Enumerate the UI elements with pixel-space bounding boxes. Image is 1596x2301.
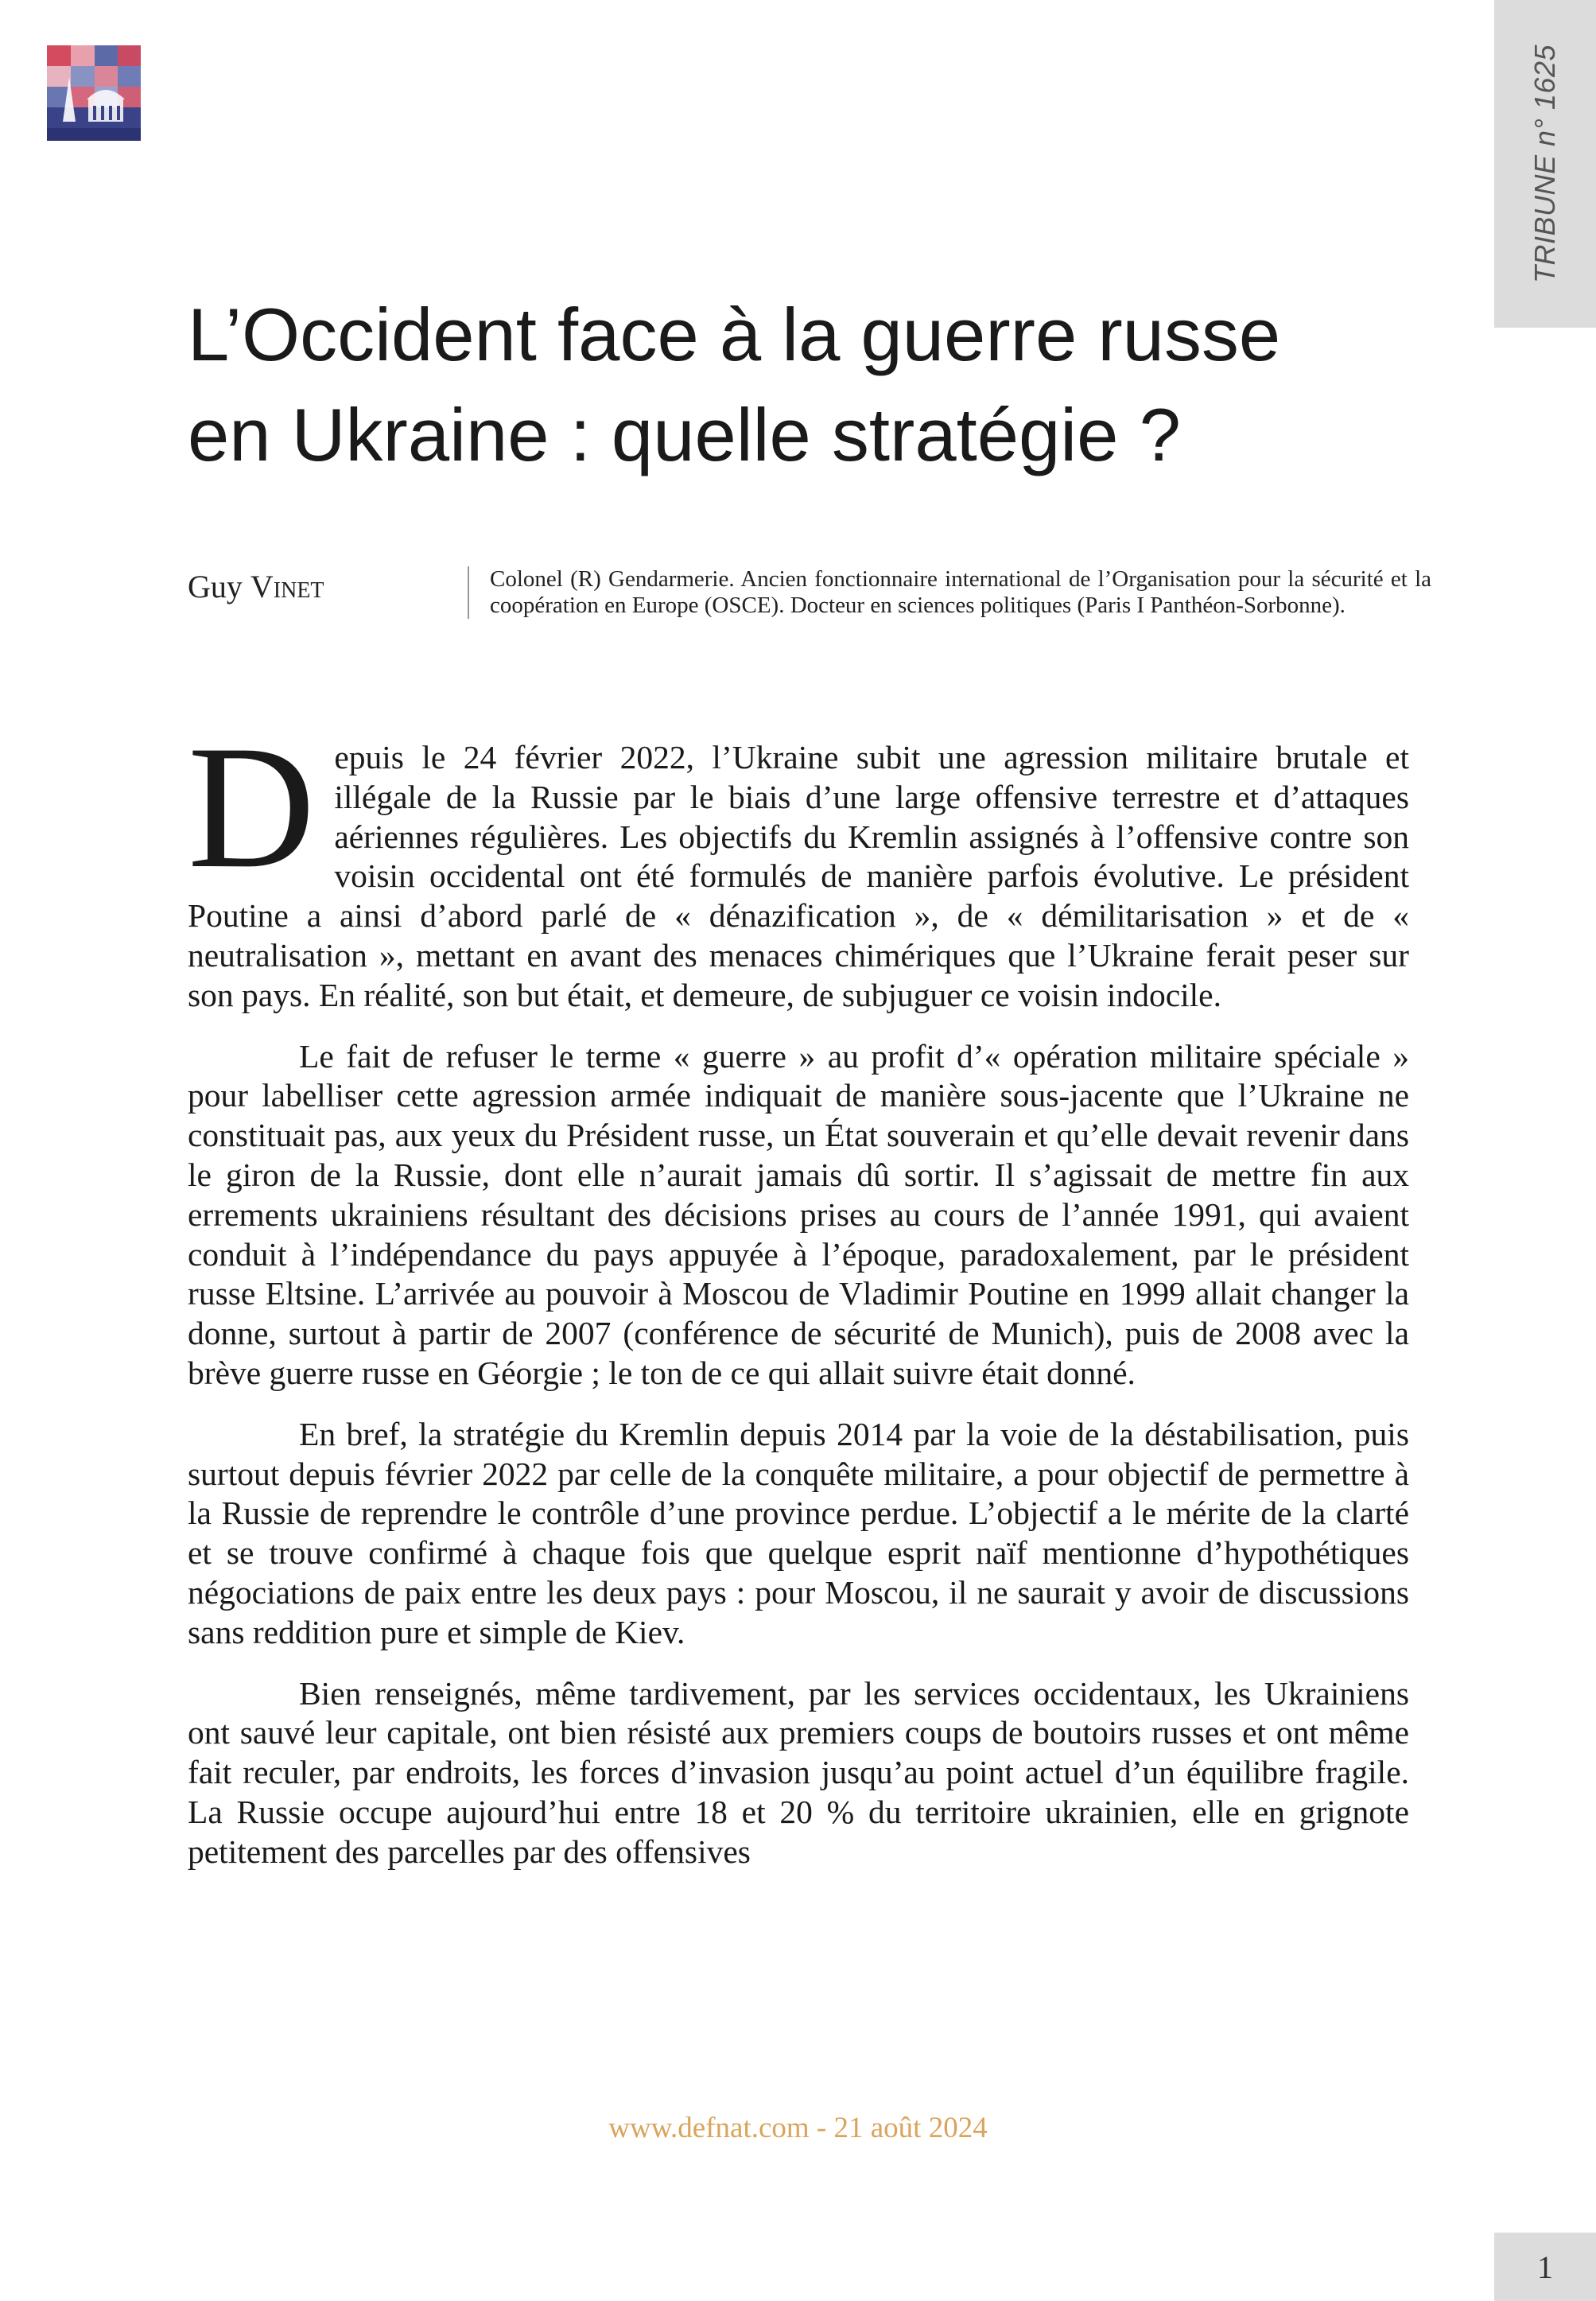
drop-cap: D (188, 709, 316, 905)
author-first-name: Guy (188, 569, 243, 604)
paragraph-1 (188, 709, 1409, 1016)
article-body (188, 709, 1409, 1894)
paragraph-4: Bien renseignés, même tardivement, par les services occidentaux, les Ukrainiens ont sauvé leur capitale, ont bien résisté aux premiers coups de boutoirs russes et ont même fait reculer, par endroits, les forces d’invasion jusqu’au point actuel d’un équilibre fragile. La Russie occupe aujourd’hui entre 18 et 20 % du territoire ukrainien, elle en grignote petitement des parcelles par des offensives (188, 1674, 1409, 1870)
paragraph-3: En bref, la stratégie du Kremlin depuis 2014 par la voie de la déstabilisation, puis surtout depuis février 2022 par celle de la conquête militaire, a pour objectif de permettre à la Russie de reprendre le contrôle d’une province perdue. L’objectif a le mérite de la clarté et se trouve confirmé à chaque fois que quelque esprit naïf mentionne d’hypothétiques négociations de paix entre les deux pays : pour Moscou, il ne saurait y avoir de discussions sans reddition pure et simple de Kiev. (188, 1415, 1409, 1650)
page-number-value: 1 (1537, 2249, 1553, 2285)
paragraph-1-text: epuis le 24 février 2022, l’Ukraine subit une agression militaire brutale et illégale de la Russie par le biais d’une large offensive terrestre et d’attaques aériennes régulières. Les objectifs du Kremlin assignés à l’offensive contre son voisin occidental ont été formulés de manière parfois évolutive. Le président Poutine a ainsi d’abord parlé de « dénazification », de « démilitarisation » et de « neutralisation », mettant en avant des menaces chimériques que l’Ukraine ferait peser sur son pays. En réalité, son but était, et demeure, de subjuguer ce voisin indocile. (188, 739, 1409, 1013)
author-name (188, 568, 324, 605)
article-title-line-1: L’Occident face à la guerre russe (188, 293, 1281, 376)
tribune-number-label: TRIBUNE n° 1625 (1528, 44, 1561, 284)
page-number (1494, 2233, 1596, 2301)
paragraph-2: Le fait de refuser le terme « guerre » au profit d’« opération militaire spéciale » pour labelliser cette agression armée indiquait de manière sous-jacente que l’Ukraine ne constituait pas, aux yeux du Président russe, un État souverain et qu’elle devait revenir dans le giron de la Russie, dont elle n’aurait jamais dû sortir. Il s’agissait de mettre fin aux errements ukrainiens résultant des décisions prises au cours de l’année 1991, qui avaient conduit à l’indépendance du pays appuyée à l’époque, paradoxalement, par le président russe Eltsine. L’arrivée au pouvoir à Moscou de Vladimir Poutine en 1999 allait changer la donne, surtout à partir de 2007 (conférence de sécurité de Munich), puis de 2008 avec la brève guerre russe en Géorgie ; le ton de ce qui allait suivre était donné. (188, 1037, 1409, 1391)
article-title (188, 285, 1428, 485)
author-last-name: Vinet (250, 569, 324, 604)
article-title-line-2: en Ukraine : quelle stratégie ? (188, 393, 1181, 476)
author-bio: Colonel (R) Gendarmerie. Ancien fonctionnaire international de l’Organisation pour la sécurité et la coopération en Europe (OSCE). Docteur en sciences politiques (Paris I Panthéon-Sorbonne). (468, 566, 1431, 619)
tribune-number-tab (1494, 0, 1596, 328)
revue-defense-nationale-logo (47, 45, 141, 141)
footer-website-date: www.defnat.com - 21 août 2024 (608, 2112, 988, 2144)
